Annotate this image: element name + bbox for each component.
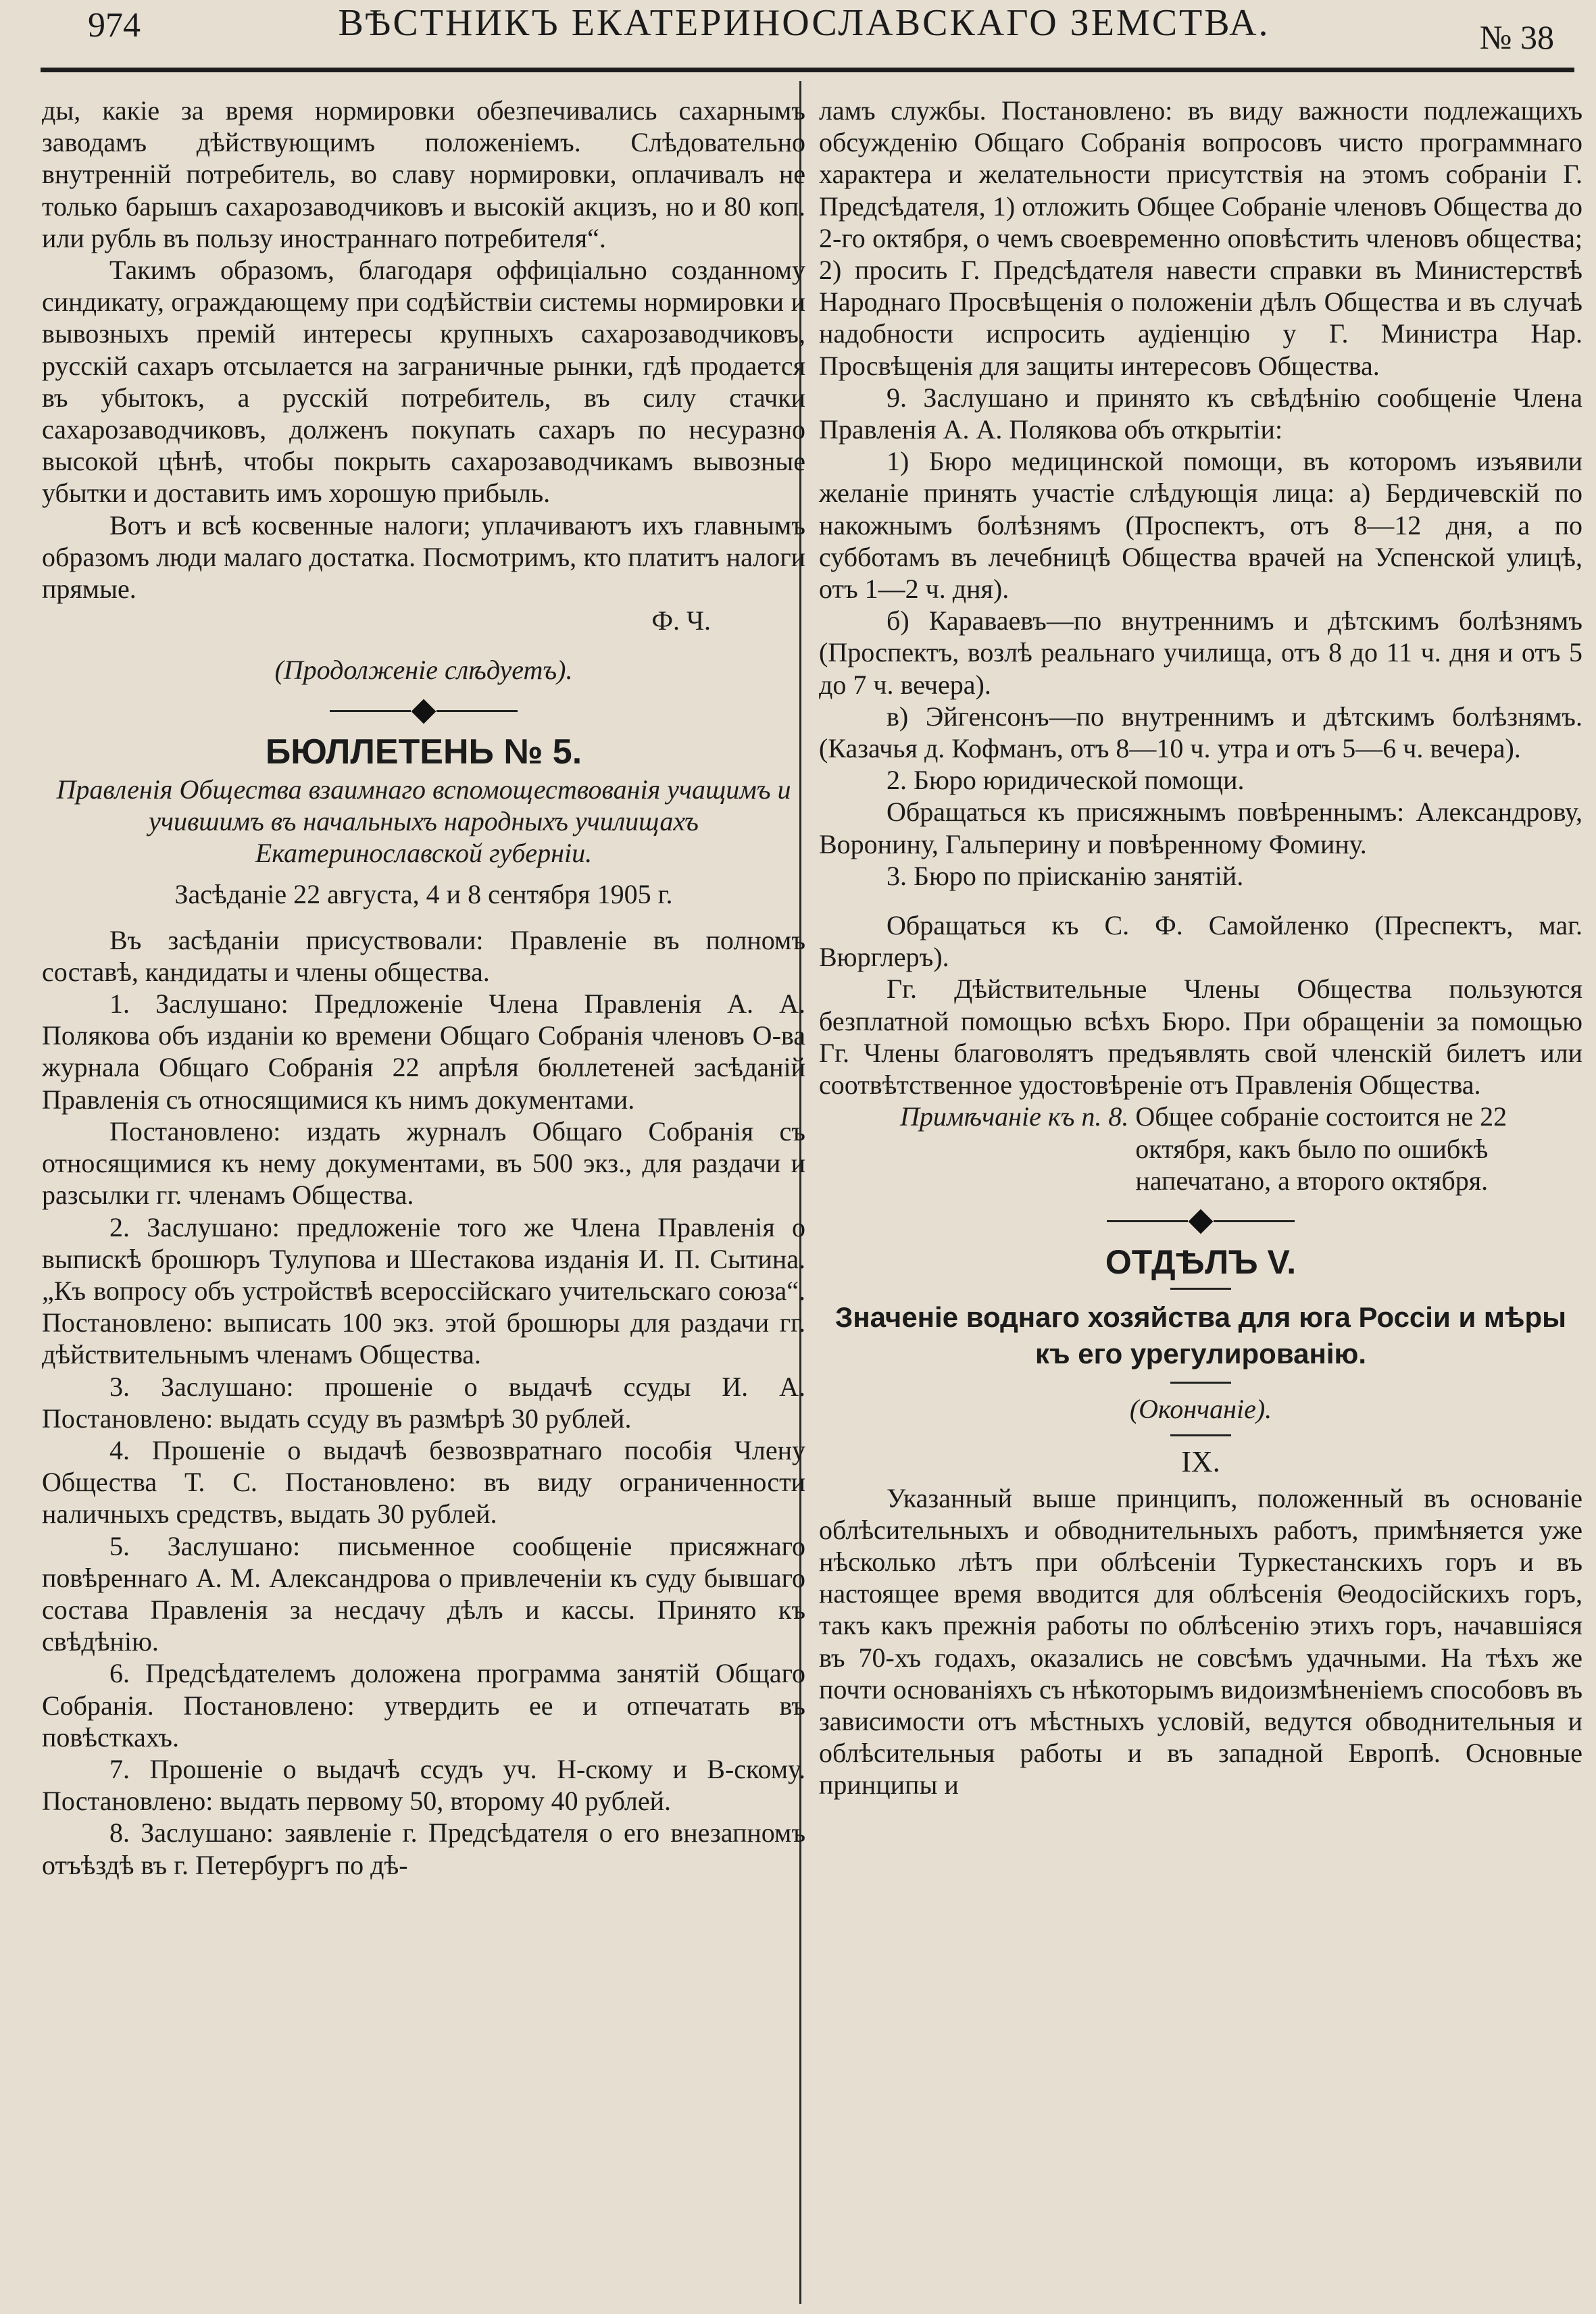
short-rule (1170, 1288, 1231, 1290)
bureau-medical-b: б) Караваевъ—по внутреннимъ и дѣтскимъ болѣзнямъ (Проспектъ, возлѣ реальнаго училища, отъ 8 до 11 ч. дня и отъ 5 до 7 ч. вечера). (819, 605, 1582, 700)
minutes-paragraph: 8. Заслушано: заявленiе г. Предсѣдателя о его внезапномъ отъѣздѣ въ г. Петербургъ по дѣ- (42, 1817, 805, 1880)
bulletin-subtitle: Правленiя Общества взаимнаго вспомоществованiя учащимъ и учившимъ въ начальныхъ народныхъ училищахъ Екатеринославской губернiи. (56, 774, 791, 869)
header-rule (41, 68, 1574, 72)
left-column (42, 95, 805, 2297)
short-rule (1170, 1382, 1231, 1384)
article-text: Указанный выше принципъ, положенный въ основанiе облѣсительныхъ и обводнительныхъ работъ, примѣняется уже нѣсколько лѣтъ при облѣсенiи Туркестанскихъ горъ и въ настоящее время вводится для облѣсенiя Θеодосiйскихъ горъ, такъ какъ прежнiя работы по облѣсенiю этихъ горъ, начавшiяся въ 70-хъ годахъ, оказались не совсѣмъ удачными. На тѣхъ же почти основанiяхъ съ нѣкоторымъ видоизмѣненiемъ способовъ въ зависимости отъ мѣстныхъ условiй, ведутся обводнительныя и облѣсительныя работы и въ западной Европѣ. Основные принципы и (819, 1482, 1582, 1801)
minutes-paragraph: Постановлено: издать журналъ Общаго Собранiя съ относящимися къ нему документами, въ 500 экз., для раздачи и разсылки гг. членамъ Общества. (42, 1115, 805, 1211)
members-note: Гг. Дѣйствительные Члены Общества пользуются безплатной помощью всѣхъ Бюро. При обращенiи за помощью Гг. Члены благоволятъ предъявлять свой членскiй билетъ или соотвѣтственное удостовѣренiе отъ Правленiя Общества. (819, 974, 1582, 1101)
minutes-paragraph: 3. Заслушано: прошенiе о выдачѣ ссуды И. А. Постановлено: выдать ссуду въ размѣрѣ 30 рублей. (42, 1371, 805, 1434)
page-header (41, 0, 1568, 74)
continuation-paragraph: ламъ службы. Постановлено: въ виду важности подлежащихъ обсужденiю Общаго Собранiя вопросовъ чисто программнаго характера и желательности присутствiя на этомъ собранiи Г. Предсѣдателя, 1) отложить Общее Собранiе членовъ Общества до 2-го октября, о чемъ своевременно оповѣстить членовъ общества; 2) просить Г. Предсѣдателя навести справки въ Министерствѣ Народнаго Просвѣщенiя о положенiи дѣлъ Общества и въ случаѣ надобности испросить аудiенцiю у Г. Министра Нар. Просвѣщенiя для защиты интересовъ Общества. (819, 95, 1582, 381)
article-title: Значенiе воднаго хозяйства для юга Россiи и мѣры къ его урегулированiю. (834, 1301, 1567, 1370)
bureau-legal-text: Обращаться къ присяжнымъ повѣреннымъ: Александрову, Воронину, Гальперину и повѣренному Фомину. (819, 797, 1582, 859)
bureau-jobs: 3. Бюро по прiисканiю занятiй. (887, 860, 1244, 891)
author-signature: Ф. Ч. (651, 605, 711, 636)
page-number: 974 (88, 6, 141, 45)
minutes-paragraph: 6. Предсѣдателемъ доложена программа занятiй Общаго Собранiя. Постановлено: утвердить ее и отпечатать въ повѣсткахъ. (42, 1658, 805, 1753)
intro-paragraph-3: Вотъ и всѣ косвенные налоги; уплачиваютъ ихъ главнымъ образомъ люди малаго достатка. Посмотримъ, кто платитъ налоги прямые. (42, 509, 805, 605)
footnote-text: Общее собранiе состоится не 22 октября, какъ было по ошибкѣ напечатано, а второго октября. (1135, 1101, 1507, 1196)
item-9: 9. Заслушано и принято къ свѣдѣнiю сообщенiе Члена Правленiя А. А. Полякова объ открытiи: (819, 382, 1582, 445)
journal-title: ВѢСТНИКЪ ЕКАТЕРИНОСЛАВСКАГО ЗЕМСТВА. (338, 2, 1270, 44)
bureau-medical-c: в) Эйгенсонъ—по внутреннимъ и дѣтскимъ болѣзнямъ. (Казачья д. Кофманъ, отъ 8—10 ч. утра и отъ 5—6 ч. вечера). (819, 701, 1582, 764)
article-ending-note: (Окончанiе). (1129, 1394, 1272, 1425)
intro-paragraph-2: Такимъ образомъ, благодаря оффицiально созданному синдикату, ограждающему при содѣйствiи системы нормировки и вывозныхъ премiй интересы крупныхъ сахарозаводчиковъ, русскiй сахаръ отсылается на заграничные рынки, гдѣ продается въ убытокъ, а русскiй потребитель, въ силу стачки сахарозаводчиковъ, долженъ покупать сахаръ по несуразно высокой цѣнѣ, чтобы покрыть сахарозаводчикамъ вывозные убытки и доставить имъ хорошую прибыль. (42, 255, 805, 509)
minutes-paragraph: 4. Прошенiе о выдачѣ безвозвратнаго пособiя Члену Общества Т. С. Постановлено: въ виду ограниченности наличныхъ средствъ, выдать 30 рублей. (42, 1434, 805, 1530)
bureau-jobs-text: Обращаться къ С. Ф. Самойленко (Преспектъ, маг. Вюрглеръ). (819, 910, 1582, 973)
short-rule (1170, 1434, 1231, 1436)
ornament-divider (819, 1213, 1582, 1230)
ornament-divider (42, 703, 805, 720)
department-heading: ОТДѢЛЪ V. (1105, 1242, 1297, 1281)
bulletin-title: БЮЛЛЕТЕНЬ № 5. (265, 732, 582, 772)
minutes-paragraph: 1. Заслушано: Предложенiе Члена Правленiя А. А. Полякова объ изданiи ко времени Общаго Собранiя членовъ О-ва журнала Общаго Собранiя 22 апрѣля бюллетеней засѣданiй Правленiя съ относящимися къ нимъ документами. (42, 988, 805, 1115)
intro-paragraph-1: ды, какiе за время нормировки обезпечивались сахарнымъ заводамъ дѣйствующимъ положенiемъ. Слѣдовательно внутреннiй потребитель, во славу нормировки, оплачивалъ не только барышъ сахарозаводчиковъ и высокiй акцизъ, но и 80 коп. или рубль въ пользу иностраннаго потребителя“. (42, 95, 805, 253)
bureau-legal: 2. Бюро юридической помощи. (887, 765, 1245, 796)
continued-note: (Продолженiе слѣдуетъ). (274, 655, 573, 686)
minutes-paragraph: 5. Заслушано: письменное сообщенiе присяжнаго повѣреннаго А. М. Александрова о привлеченiи къ суду бывшаго состава Правленiя за несдачу дѣлъ и кассы. Принято къ свѣдѣнiю. (42, 1530, 805, 1657)
section-number: IX. (1181, 1445, 1220, 1479)
issue-number: № 38 (1479, 18, 1554, 56)
meeting-date: Засѣданiе 22 августа, 4 и 8 сентября 1905 г. (174, 879, 673, 910)
footnote-label: Примѣчанiе къ п. 8. (900, 1101, 1129, 1132)
footnote (819, 1101, 1582, 1197)
bureau-medical: 1) Бюро медицинской помощи, въ которомъ изъявили желанiе принять участiе слѣдующiя лица: а) Бердичевскiй по накожнымъ болѣзнямъ (Проспектъ, отъ 8—12 дня, а по субботамъ въ лечебницѣ Общества врачей на Успенской улицѣ, отъ 1—2 ч. дня). (819, 446, 1582, 605)
right-column (819, 95, 1582, 2297)
minutes-paragraph: Въ засѣданiи присуствовали: Правленiе въ полномъ составѣ, кандидаты и члены общества. (42, 924, 805, 987)
minutes-paragraph: 2. Заслушано: предложенiе того же Члена Правленiя о выпискѣ брошюръ Тулупова и Шестакова изданiя И. П. Сытина. „Къ вопросу объ устройствѣ всероссiйскаго учительскаго союза“. Постановлено: выписать 100 экз. этой брошюры для раздачи гг. дѣйствительнымъ членамъ Общества. (42, 1211, 805, 1370)
minutes-paragraph: 7. Прошенiе о выдачѣ ссудъ уч. Н-скому и В-скому. Постановлено: выдать первому 50, второму 40 рублей. (42, 1753, 805, 1817)
